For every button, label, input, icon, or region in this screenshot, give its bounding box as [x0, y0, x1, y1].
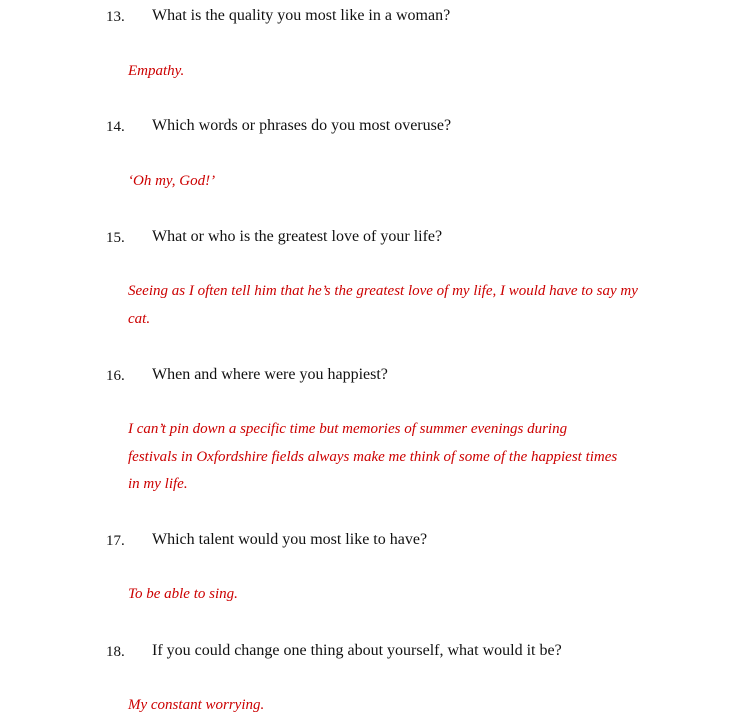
question-number: 17. — [106, 533, 125, 549]
question-text: What or who is the greatest love of your life? — [152, 228, 443, 245]
answer-text: Empathy. — [128, 63, 185, 79]
question-number: 13. — [106, 9, 125, 25]
answer-text: To be able to sing. — [128, 586, 238, 602]
question-text: Which words or phrases do you most overuse? — [152, 117, 452, 134]
question-number: 15. — [106, 230, 125, 246]
question-number: 16. — [106, 368, 125, 384]
answer-text: My constant worrying. — [128, 697, 265, 713]
question-text: When and where were you happiest? — [152, 366, 388, 383]
question-number: 14. — [106, 119, 125, 135]
question-number: 18. — [106, 644, 125, 660]
question-text: What is the quality you most like in a woman? — [152, 7, 451, 24]
answer-text: I can’t pin down a specific time but memories of summer evenings during festivals in Oxfordshire fields always make me think of some of the happiest times in my life. — [128, 421, 618, 492]
question-text: Which talent would you most like to have? — [152, 531, 428, 548]
answer-text: ‘Oh my, God!’ — [128, 173, 216, 189]
question-text: If you could change one thing about yourself, what would it be? — [152, 642, 562, 659]
answer-text: Seeing as I often tell him that he’s the greatest love of my life, I would have to say my cat. — [128, 283, 638, 327]
